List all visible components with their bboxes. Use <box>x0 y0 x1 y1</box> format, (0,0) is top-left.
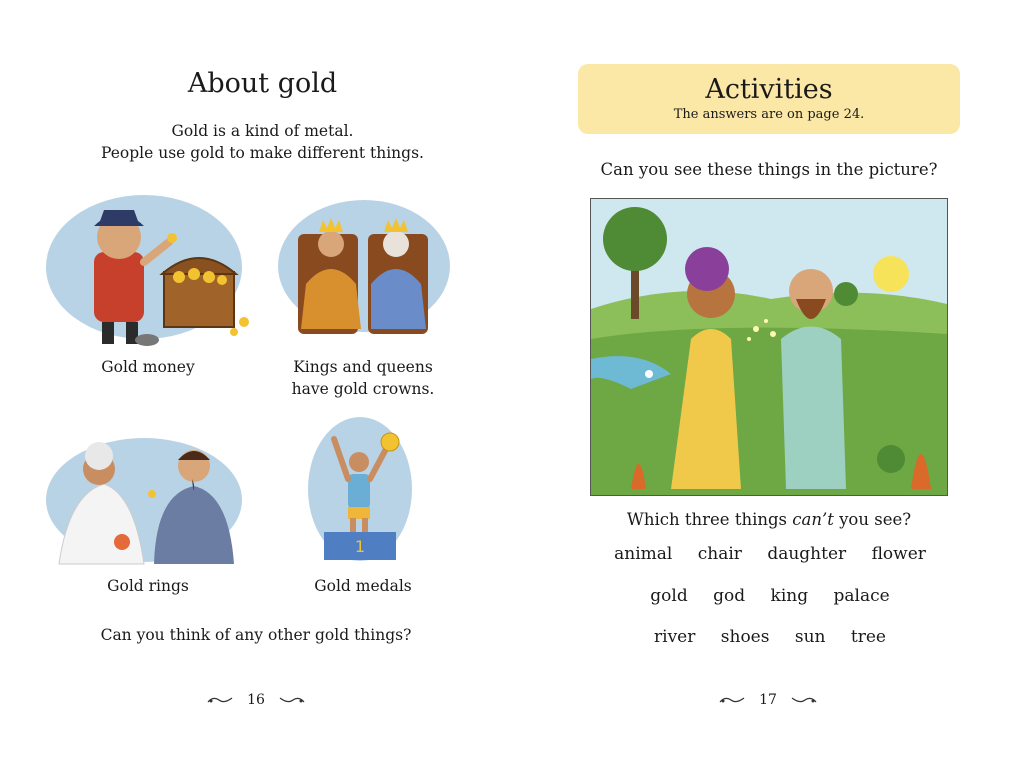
word-item: king <box>770 586 809 606</box>
activities-subtitle: The answers are on page 24. <box>673 107 865 122</box>
word-item: shoes <box>720 627 770 647</box>
word-item: sun <box>794 627 826 647</box>
word-item: river <box>654 627 696 647</box>
word-item: flower <box>871 544 926 564</box>
caption-gold-medals: Gold medals <box>314 577 412 595</box>
word-row-1 <box>600 544 940 564</box>
ornament-icon <box>791 695 817 705</box>
pirate-treasure-illustration <box>44 182 259 352</box>
which-prefix: Which three things <box>626 510 793 529</box>
page-title: About gold <box>187 68 338 99</box>
word-item: tree <box>850 627 886 647</box>
word-item: gold <box>650 586 688 606</box>
page-number-right <box>512 692 1024 708</box>
activity-question: Can you see these things in the picture? <box>600 160 938 179</box>
which-emphasis: can’t <box>792 510 834 529</box>
closing-question: Can you think of any other gold things? <box>100 626 412 644</box>
which-three-question <box>578 510 960 529</box>
king-queen-illustration <box>276 194 451 342</box>
gold-medal-illustration <box>306 414 414 564</box>
page-number-text: 17 <box>759 692 777 708</box>
caption-kings-queens-line-1: Kings and queens <box>293 358 433 376</box>
caption-kings-queens-line-2: have gold crowns. <box>291 380 435 398</box>
intro-text <box>0 120 525 164</box>
word-item: daughter <box>767 544 847 564</box>
caption-kings-queens <box>268 356 458 400</box>
caption-gold-rings: Gold rings <box>107 577 189 595</box>
activities-title: Activities <box>705 74 833 105</box>
word-item: chair <box>697 544 742 564</box>
wedding-rings-illustration <box>44 424 244 572</box>
intro-line-2: People use gold to make different things. <box>101 144 424 162</box>
page-number-text: 16 <box>247 692 265 708</box>
ornament-icon <box>207 695 233 705</box>
activity-scene-illustration <box>590 198 948 496</box>
word-item: palace <box>833 586 890 606</box>
page-number-left <box>0 692 512 708</box>
activities-header-box <box>578 64 960 134</box>
svg-text:1: 1 <box>354 537 366 556</box>
intro-line-1: Gold is a kind of metal. <box>171 122 354 140</box>
word-row-2 <box>600 586 940 606</box>
word-item: god <box>713 586 746 606</box>
which-suffix: you see? <box>833 510 912 529</box>
caption-gold-money: Gold money <box>101 358 195 376</box>
ornament-icon <box>279 695 305 705</box>
ornament-icon <box>719 695 745 705</box>
word-item: animal <box>614 544 673 564</box>
word-row-3 <box>600 627 940 647</box>
